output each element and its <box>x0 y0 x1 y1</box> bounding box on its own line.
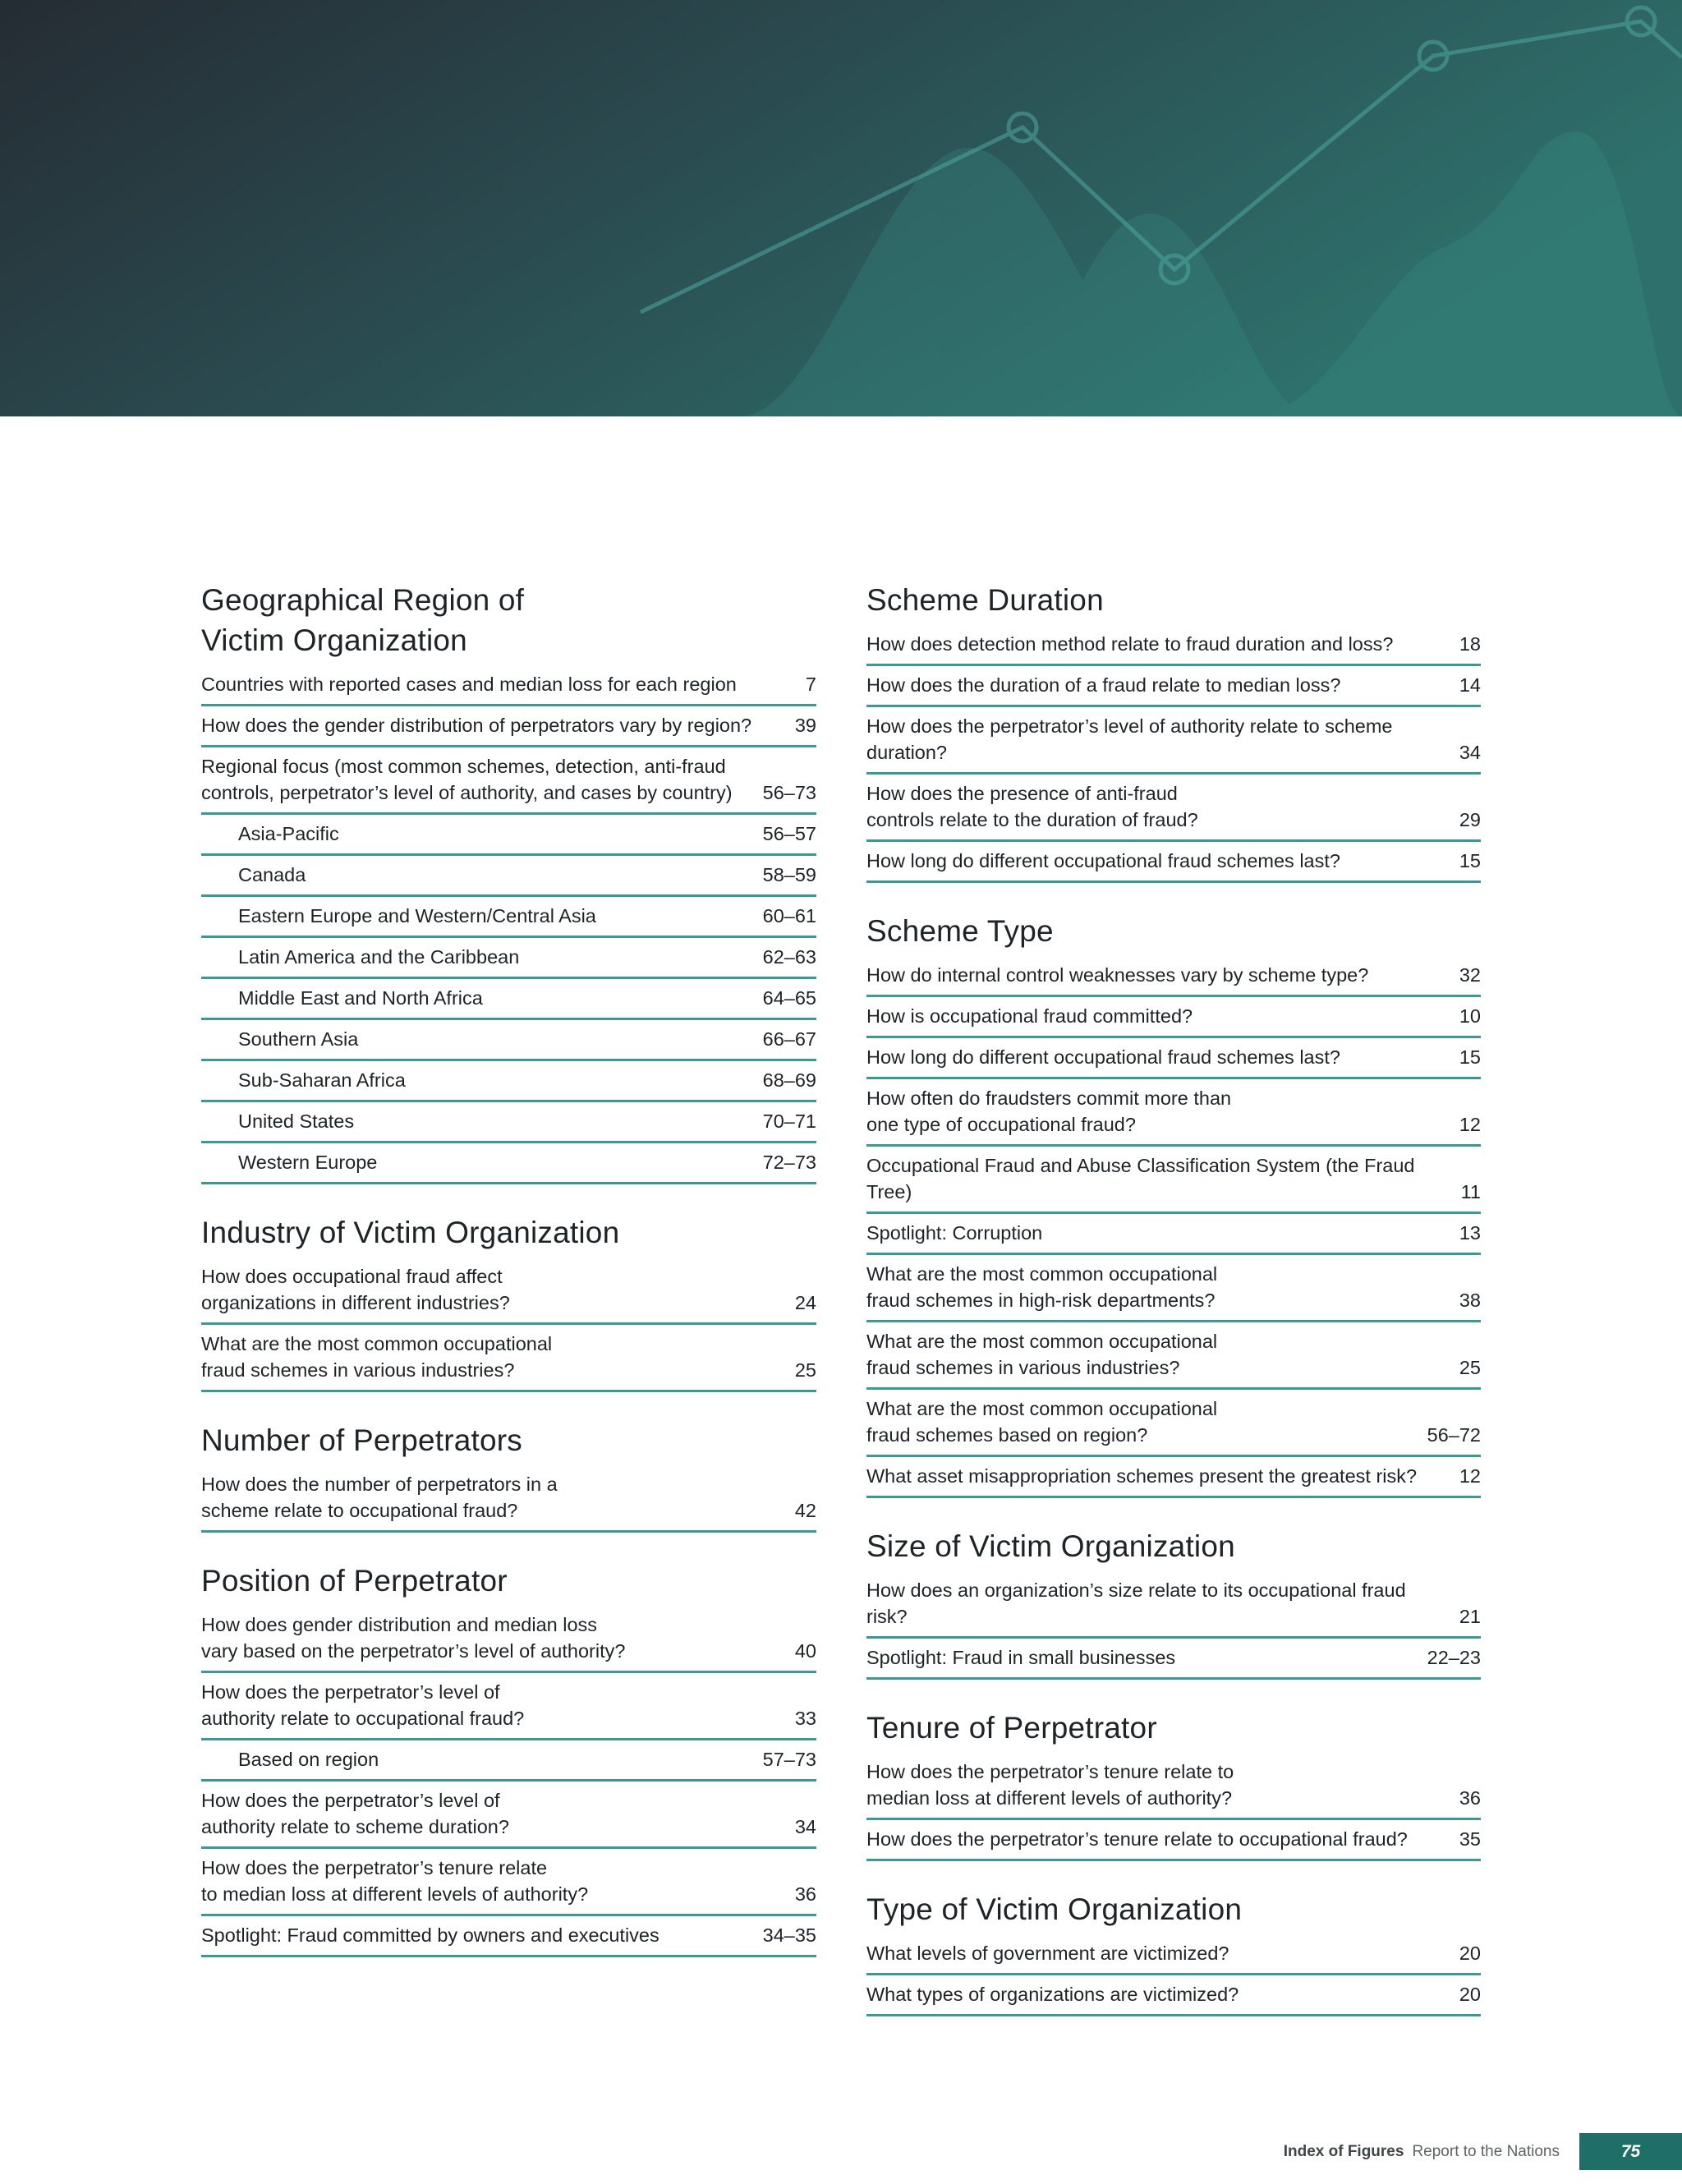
entry-text: Western Europe <box>238 1152 378 1173</box>
entry-text: How does the duration of a fraud relate to median loss? <box>866 674 1341 696</box>
entry-page-number: 36 <box>1459 1787 1481 1809</box>
entry-page-number: 32 <box>1459 964 1481 986</box>
index-section-geographical-region-of-victim-organization <box>201 580 816 1184</box>
index-section-number-of-perpetrators <box>201 1420 816 1533</box>
index-subentry <box>201 938 816 979</box>
index-entry <box>866 775 1481 842</box>
page-footer <box>1284 2133 1682 2170</box>
entry-page-number: 25 <box>794 1359 816 1381</box>
entry-text: What are the most common occupational fraud schemes in high-risk departments? <box>866 1263 1218 1311</box>
section-heading: Type of Victim Organization <box>866 1892 1243 1926</box>
entry-text: United States <box>238 1110 355 1132</box>
index-entry <box>866 1079 1481 1147</box>
index-entry <box>866 625 1481 666</box>
entry-text: How long do different occupational fraud schemes last? <box>866 850 1340 871</box>
entry-page-number: 42 <box>794 1500 816 1521</box>
entry-page-number: 14 <box>1459 674 1481 696</box>
entry-page-number: 60–61 <box>762 905 816 926</box>
entry-page-number: 15 <box>1459 850 1481 871</box>
entry-page-number: 15 <box>1459 1046 1481 1068</box>
index-section-size-of-victim-organization <box>866 1526 1481 1680</box>
entry-page-number: 29 <box>1459 809 1481 830</box>
index-entry <box>866 956 1481 997</box>
entry-text: Based on region <box>238 1749 379 1770</box>
index-entry <box>866 842 1481 883</box>
entry-text: How do internal control weaknesses vary by scheme type? <box>866 964 1369 986</box>
index-subentry <box>201 1061 816 1102</box>
section-heading: Scheme Type <box>866 914 1054 948</box>
index-entry <box>866 1639 1481 1680</box>
entry-text: How is occupational fraud committed? <box>866 1005 1193 1027</box>
index-entry <box>201 1465 816 1533</box>
entry-text: How does the perpetrator’s tenure relate to median loss at different levels of authority? <box>201 1857 589 1905</box>
entry-page-number: 10 <box>1459 1005 1481 1027</box>
entry-text: Spotlight: Fraud in small businesses <box>866 1647 1176 1668</box>
entry-text: How does the number of perpetrators in a scheme relate to occupational fraud? <box>201 1474 558 1521</box>
entry-page-number: 72–73 <box>762 1152 816 1173</box>
index-left-column <box>201 580 816 1985</box>
index-entry <box>866 707 1481 775</box>
entry-page-number: 36 <box>794 1883 816 1905</box>
entry-text: How does the perpetrator’s level of authority relate to scheme duration? <box>866 715 1393 763</box>
entry-page-number: 13 <box>1459 1222 1481 1244</box>
index-entry <box>201 747 816 815</box>
section-heading: Tenure of Perpetrator <box>866 1711 1157 1745</box>
entry-text: Sub-Saharan Africa <box>238 1069 406 1091</box>
index-right-column <box>866 580 1481 2044</box>
entry-text: What types of organizations are victimized? <box>866 1984 1239 2005</box>
index-entry <box>866 1147 1481 1214</box>
index-entry <box>866 1571 1481 1639</box>
index-entry <box>201 1325 816 1392</box>
section-heading: Size of Victim Organization <box>866 1529 1235 1563</box>
index-entry <box>201 1782 816 1849</box>
entry-text: How does the perpetrator’s tenure relate to median loss at different levels of authority? <box>866 1761 1234 1809</box>
entry-page-number: 20 <box>1459 1984 1481 2005</box>
index-subentry <box>201 1020 816 1061</box>
entry-text: How does an organization’s size relate to its occupational fraud risk? <box>866 1579 1406 1627</box>
entry-page-number: 34–35 <box>762 1924 816 1946</box>
footer-report-name: Report to the Nations <box>1412 2142 1560 2160</box>
index-entry <box>866 1322 1481 1390</box>
entry-text: Occupational Fraud and Abuse Classification System (the Fraud Tree) <box>866 1155 1415 1202</box>
entry-page-number: 56–57 <box>762 823 816 844</box>
entry-text: How does the presence of anti-fraud controls relate to the duration of fraud? <box>866 783 1198 830</box>
entry-page-number: 33 <box>794 1708 816 1729</box>
entry-page-number: 12 <box>1459 1114 1481 1135</box>
footer-section-title: Index of Figures <box>1283 2142 1404 2160</box>
index-section-tenure-of-perpetrator <box>866 1708 1481 1861</box>
entry-page-number: 11 <box>1460 1181 1481 1202</box>
entry-text: How does occupational fraud affect organizations in different industries? <box>201 1266 510 1313</box>
index-entry <box>866 1255 1481 1322</box>
entry-page-number: 38 <box>1459 1290 1481 1311</box>
index-section-type-of-victim-organization <box>866 1889 1481 2016</box>
entry-text: Spotlight: Fraud committed by owners and executives <box>201 1924 659 1946</box>
entry-text: Latin America and the Caribbean <box>238 946 520 968</box>
entry-page-number: 62–63 <box>762 946 816 968</box>
entry-page-number: 18 <box>1459 633 1481 655</box>
entry-page-number: 34 <box>1459 742 1481 763</box>
entry-page-number: 21 <box>1459 1606 1481 1627</box>
entry-text: How long do different occupational fraud schemes last? <box>866 1046 1340 1068</box>
entry-text: What are the most common occupational fraud schemes based on region? <box>866 1398 1218 1446</box>
entry-text: How does detection method relate to fraud duration and loss? <box>866 633 1394 655</box>
index-subentry <box>201 815 816 856</box>
index-entry <box>866 1214 1481 1255</box>
entry-text: How does the perpetrator’s level of authority relate to occupational fraud? <box>201 1681 525 1729</box>
entry-page-number: 64–65 <box>762 987 816 1009</box>
entry-text: Countries with reported cases and median loss for each region <box>201 674 737 695</box>
entry-text: Middle East and North Africa <box>238 987 483 1009</box>
entry-text: Asia-Pacific <box>238 823 339 844</box>
banner-graphic <box>0 0 1682 416</box>
index-entry <box>866 666 1481 707</box>
section-heading: Geographical Region of Victim Organization <box>201 583 525 657</box>
index-subentry <box>201 856 816 897</box>
index-section-position-of-perpetrator <box>201 1561 816 1957</box>
index-section-scheme-type <box>866 911 1481 1498</box>
index-entry <box>201 1258 816 1325</box>
entry-page-number: 56–72 <box>1427 1424 1481 1446</box>
index-subentry <box>201 1740 816 1782</box>
index-subentry <box>201 979 816 1020</box>
entry-text: Spotlight: Corruption <box>866 1222 1043 1244</box>
index-subentry <box>201 897 816 938</box>
entry-text: Southern Asia <box>238 1028 359 1050</box>
index-section-industry-of-victim-organization <box>201 1212 816 1392</box>
entry-page-number: 24 <box>794 1292 816 1313</box>
index-entry <box>201 1606 816 1673</box>
index-entry <box>201 665 816 706</box>
page-number: 75 <box>1579 2133 1682 2170</box>
index-entry <box>866 997 1481 1038</box>
section-heading: Number of Perpetrators <box>201 1423 523 1457</box>
index-subentry <box>201 1143 816 1184</box>
entry-text: How does the perpetrator’s tenure relate to occupational fraud? <box>866 1828 1408 1850</box>
header-banner <box>0 0 1682 416</box>
entry-page-number: 39 <box>794 715 816 736</box>
index-entry <box>866 1457 1481 1498</box>
index-entry <box>866 1975 1481 2016</box>
entry-page-number: 35 <box>1459 1828 1481 1850</box>
entry-page-number: 66–67 <box>762 1028 816 1050</box>
entry-page-number: 20 <box>1459 1943 1481 1964</box>
index-entry <box>866 1820 1481 1861</box>
entry-page-number: 34 <box>794 1816 816 1837</box>
entry-page-number: 22–23 <box>1427 1647 1481 1668</box>
entry-page-number: 7 <box>805 674 816 695</box>
entry-page-number: 12 <box>1459 1465 1481 1487</box>
entry-page-number: 68–69 <box>762 1069 816 1091</box>
entry-text: What asset misappropriation schemes present the greatest risk? <box>866 1465 1418 1487</box>
entry-page-number: 57–73 <box>762 1749 816 1770</box>
entry-page-number: 25 <box>1459 1357 1481 1378</box>
entry-page-number: 70–71 <box>762 1110 816 1132</box>
section-heading: Scheme Duration <box>866 583 1104 617</box>
index-subentry <box>201 1102 816 1143</box>
entry-page-number: 58–59 <box>762 864 816 885</box>
index-entry <box>866 1390 1481 1457</box>
entry-text: What are the most common occupational fraud schemes in various industries? <box>866 1331 1218 1378</box>
index-entry <box>201 1849 816 1916</box>
entry-text: How often do fraudsters commit more than one type of occupational fraud? <box>866 1087 1232 1135</box>
section-heading: Industry of Victim Organization <box>201 1216 620 1249</box>
entry-text: How does gender distribution and median loss vary based on the perpetrator’s level of authority? <box>201 1614 626 1662</box>
index-section-scheme-duration <box>866 580 1481 883</box>
index-entry <box>866 1934 1481 1975</box>
index-entry <box>201 706 816 747</box>
entry-text: Canada <box>238 864 306 885</box>
index-entry <box>201 1673 816 1740</box>
entry-text: How does the gender distribution of perpetrators vary by region? <box>201 715 752 736</box>
entry-text: Regional focus (most common schemes, detection, anti-fraud controls, perpetrator’s level of authority, and cases by country) <box>201 756 733 803</box>
entry-text: Eastern Europe and Western/Central Asia <box>238 905 596 926</box>
index-entry <box>866 1038 1481 1079</box>
entry-text: How does the perpetrator’s level of authority relate to scheme duration? <box>201 1790 509 1837</box>
entry-page-number: 56–73 <box>762 782 816 803</box>
entry-page-number: 40 <box>794 1640 816 1662</box>
index-entry <box>866 1753 1481 1820</box>
section-heading: Position of Perpetrator <box>201 1564 508 1598</box>
index-entry <box>201 1916 816 1957</box>
entry-text: What levels of government are victimized? <box>866 1943 1229 1964</box>
entry-text: What are the most common occupational fraud schemes in various industries? <box>201 1333 553 1381</box>
